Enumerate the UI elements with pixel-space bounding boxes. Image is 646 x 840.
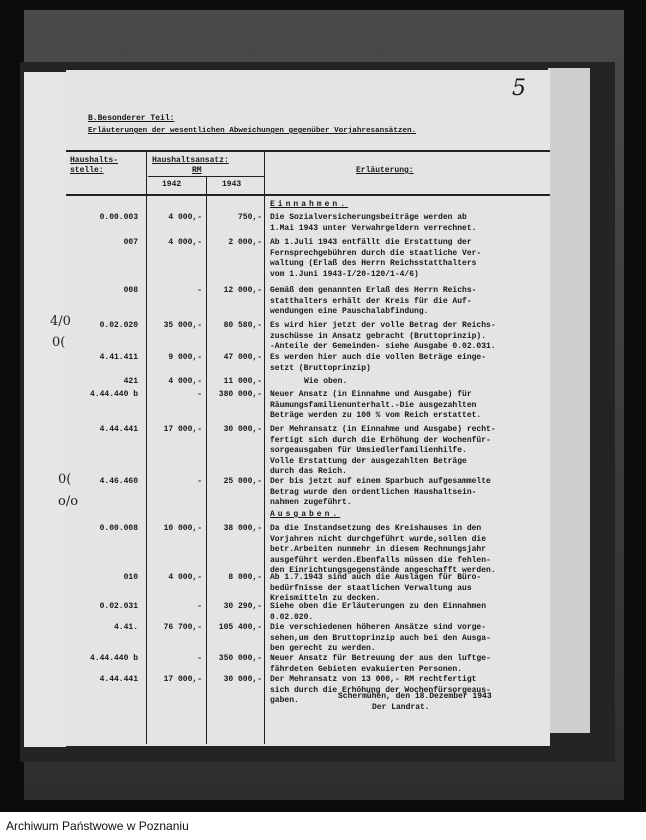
column-header-ansatz: Haushaltsansatz: [152,156,229,165]
section-expense-title: Ausgaben. [270,510,341,519]
row-value-1943: 105 400,- [218,623,262,632]
row-value-1943: 38 000,- [223,524,262,533]
row-note: Siehe oben die Erläuterungen zu den Einnahmen 0.02.020. [270,602,487,622]
row-value-1943: 47 000,- [223,353,262,362]
row-value-1942: - [197,654,202,663]
row-value-1942: - [197,286,202,295]
row-note: Da die Instandsetzung des Kreishauses in den Vorjahren nicht durchgeführt wurde,sollen die betr.Arbeiten nunmehr in diesem Rechnungsjahr ausgeführt werden.Ebenfalls müssen die fehlen- den Einrichtungsgegenstände angeschafft werden. [270,524,496,575]
row-note: Es werden hier auch die vollen Beträge einge- setzt (Bruttoprinzip) [270,353,487,373]
row-value-1942: 17 000,- [163,675,202,684]
row-note: Ab 1.7.1943 sind auch die Auslagen für Büro- bedürfnisse der staatlichen Verwaltung aus Kreismitteln zu decken. [270,573,482,603]
row-value-1943: 25 000,- [223,477,262,486]
handwritten-margin-mark: 0( [58,472,72,487]
column-header-1943: 1943 [222,180,242,189]
row-value-1942: 4 000,- [168,213,202,222]
row-value-1943: 11 000,- [223,377,262,386]
column-rule [264,150,265,744]
row-note: Die verschiedenen höheren Ansätze sind vorge- sehen,um den Bruttoprinzip auch bei den Ausga- ben gerecht zu werden. [270,623,491,653]
row-value-1943: 30 290,- [223,602,262,611]
column-header-1942: 1942 [162,180,182,189]
section-income-title: Einnahmen. [270,200,349,209]
row-stelle: 008 [123,286,138,295]
row-note: Die Sozialversicherungsbeiträge werden ab 1.Mai 1943 unter Verwahrgeldern verrechnet. [270,213,477,233]
row-value-1943: 12 000,- [223,286,262,295]
row-stelle: 4.44.440 b [89,654,138,663]
row-value-1942: 4 000,- [168,573,202,582]
row-note: Neuer Ansatz (in Einnahme und Ausgabe) für Räumungsfamilienunterhalt.-Die ausgezahlten Beträge werden zu 100 % vom Reich erstattet. [270,390,482,420]
row-value-1943: 8 000,- [228,573,262,582]
row-value-1943: 30 000,- [223,675,262,684]
row-value-1943: 750,- [237,213,262,222]
row-stelle: 4.41.411 [99,353,138,362]
row-stelle: 4.44.440 b [89,390,138,399]
column-header-stelle: Haushalts-stelle: [70,156,119,175]
row-note: Der Mehransatz (in Einnahme und Ausgabe) recht- fertigt sich durch die Erhöhung der Wochenfür- sorgeausgaben für Umsiedlerfamilienhilfe. Volle Erstattung der ausgezahlten Beträge durch das Reich. [270,425,496,476]
row-value-1942: 9 000,- [168,353,202,362]
document-page [66,70,550,746]
handwritten-margin-mark: 0( [52,335,66,350]
right-page-edge [548,68,590,733]
header-bottom-rule [66,194,550,196]
archive-name: Archiwum Państwowe w Poznaniu [6,819,189,833]
row-value-1942: 76 700,- [163,623,202,632]
row-value-1943: 2 000,- [228,238,262,247]
signature-title: Der Landrat. [372,703,430,712]
row-stelle: 007 [123,238,138,247]
row-value-1943: 380 000,- [218,390,262,399]
row-note: Der bis jetzt auf einem Sparbuch aufgesammelte Betrag wurde den ordentlichen Haushaltsein- nahmen zugeführt. [270,477,491,507]
handwritten-margin-mark: 4/0 [50,314,71,329]
column-header-currency: RM [192,166,202,175]
row-note: Neuer Ansatz für Betreuung der aus den luftge- fährdeten Gebieten evakuierten Personen. [270,654,491,674]
row-note: Gemäß dem genannten Erlaß des Herrn Reichs- statthalters erhält der Kreis für die Auf- wendungen eine Pauschalabfindung. [270,286,477,316]
footer-bar [0,812,646,840]
handwritten-margin-mark: o/o [58,494,79,509]
row-value-1942: 35 000,- [163,321,202,330]
row-stelle: 421 [123,377,138,386]
row-value-1943: 30 000,- [223,425,262,434]
row-value-1943: 350 000,- [218,654,262,663]
row-value-1942: 17 000,- [163,425,202,434]
row-stelle: 0.00.003 [99,213,138,222]
row-value-1942: - [197,477,202,486]
row-stelle: 4.41. [113,623,138,632]
section-subheading: Erläuterungen der wesentlichen Abweichungen gegenüber Vorjahresansätzen. [88,127,417,135]
column-header-erlaeuterung: Erläuterung: [356,166,414,175]
row-stelle: 0.02.020 [99,321,138,330]
row-stelle: 0.02.031 [99,602,138,611]
row-value-1942: - [197,390,202,399]
row-note: Wie oben. [304,377,348,386]
row-value-1942: - [197,602,202,611]
row-stelle: 0.00.008 [99,524,138,533]
page-number: 5 [512,76,526,101]
column-rule [146,150,147,744]
row-stelle: 4.44.441 [99,425,138,434]
signature-place-date: Schermühen, den 18.Dezember 1943 [338,692,492,701]
left-page-edge [24,72,66,747]
row-stelle: 010 [123,573,138,582]
row-stelle: 4.44.441 [99,675,138,684]
section-heading: B.Besonderer Teil: [88,114,175,123]
row-value-1942: 4 000,- [168,377,202,386]
row-note: Der Mehransatz von 13 000,- RM rechtfertigt sich durch die Erhöhung der Wochenfürsorgeaus- gaben. [270,675,491,705]
row-note: Es wird hier jetzt der volle Betrag der Reichs- zuschüsse in Ansatz gebracht (Bruttoprinzip). -Anteile der Gemeinden- siehe Ausgabe 0.02.031. [270,321,496,351]
row-value-1943: 80 580,- [223,321,262,330]
row-value-1942: 10 000,- [163,524,202,533]
row-value-1942: 4 000,- [168,238,202,247]
table-top-rule [66,150,550,152]
row-stelle: 4.46.460 [99,477,138,486]
row-note: Ab 1.Juli 1943 entfällt die Erstattung der Fernsprechgebühren durch die staatliche Ver- waltung (Erlaß des Herrn Reichsstatthalters vom 1.Juni 1943-I/20-120/1-4/6) [270,238,482,279]
